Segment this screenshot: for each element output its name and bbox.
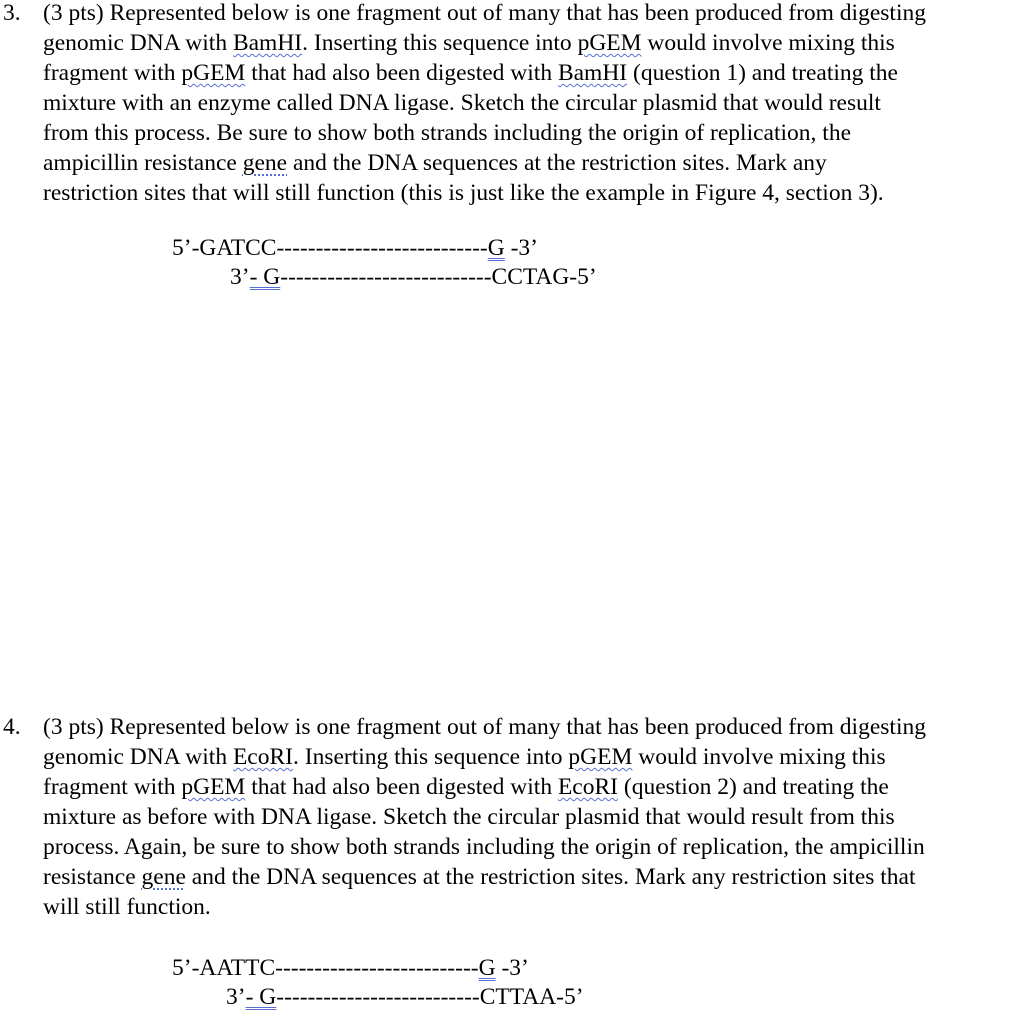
question-3-line-2: genomic DNA with BamHI. Inserting this sequence into pGEM would involve mixing this [43, 30, 895, 56]
spellcheck-mark: pGEM [181, 60, 246, 86]
question-4-line-5: process. Again, be sure to show both strands including the origin of replication, the ampicillin [43, 834, 925, 860]
question-3-line-5: from this process. Be sure to show both strands including the origin of replication, the [43, 120, 851, 146]
spellcheck-mark: EcoRI [232, 744, 293, 770]
question-4-line-3: fragment with pGEM that had also been digested with EcoRI (question 2) and treating the [43, 774, 889, 800]
question-4-line-6: resistance gene and the DNA sequences at the restriction sites. Mark any restriction sites that [43, 864, 916, 890]
question-4-line-2: genomic DNA with EcoRI. Inserting this sequence into pGEM would involve mixing this [43, 744, 886, 770]
grammar-mark: gene [141, 864, 186, 890]
question-3-line-1: (3 pts) Represented below is one fragment out of many that has been produced from digesting [43, 0, 926, 26]
question-3-line-6: ampicillin resistance gene and the DNA sequences at the restriction sites. Mark any [43, 150, 827, 176]
grammar-mark: gene [242, 150, 288, 176]
question-4-sequence-bottom-strand: 3’- G--------------------------CTTAA-5’ [226, 984, 584, 1010]
question-3-line-3: fragment with pGEM that had also been digested with BamHI (question 1) and treating the [43, 60, 898, 86]
question-3-sequence-bottom-strand: 3’- G---------------------------CCTAG-5’ [230, 264, 597, 290]
spellcheck-mark: pGEM [181, 774, 246, 800]
question-3-sequence-top-strand: 5’-GATCC---------------------------G -3’ [172, 235, 539, 261]
question-3-line-7: restriction sites that will still function (this is just like the example in Figure 4, section 3). [43, 180, 884, 206]
question-4-line-7: will still function. [43, 894, 211, 920]
spellcheck-mark: pGEM [568, 744, 633, 770]
question-4-line-4: mixture as before with DNA ligase. Sketch the circular plasmid that would result from this [43, 804, 895, 830]
question-3-number: 3. [3, 0, 21, 26]
question-4-sequence-top-strand: 5’-AATTC--------------------------G -3’ [172, 955, 529, 981]
spellcheck-mark: EcoRI [557, 774, 618, 800]
spellcheck-mark: pGEM [577, 30, 642, 56]
question-4-line-1: (3 pts) Represented below is one fragment out of many that has been produced from digesting [43, 714, 926, 740]
question-3-line-4: mixture with an enzyme called DNA ligase. Sketch the circular plasmid that would result [43, 90, 881, 116]
spellcheck-mark: BamHI [232, 30, 303, 56]
spellcheck-mark: BamHI [557, 60, 628, 86]
question-4-number: 4. [3, 714, 21, 740]
